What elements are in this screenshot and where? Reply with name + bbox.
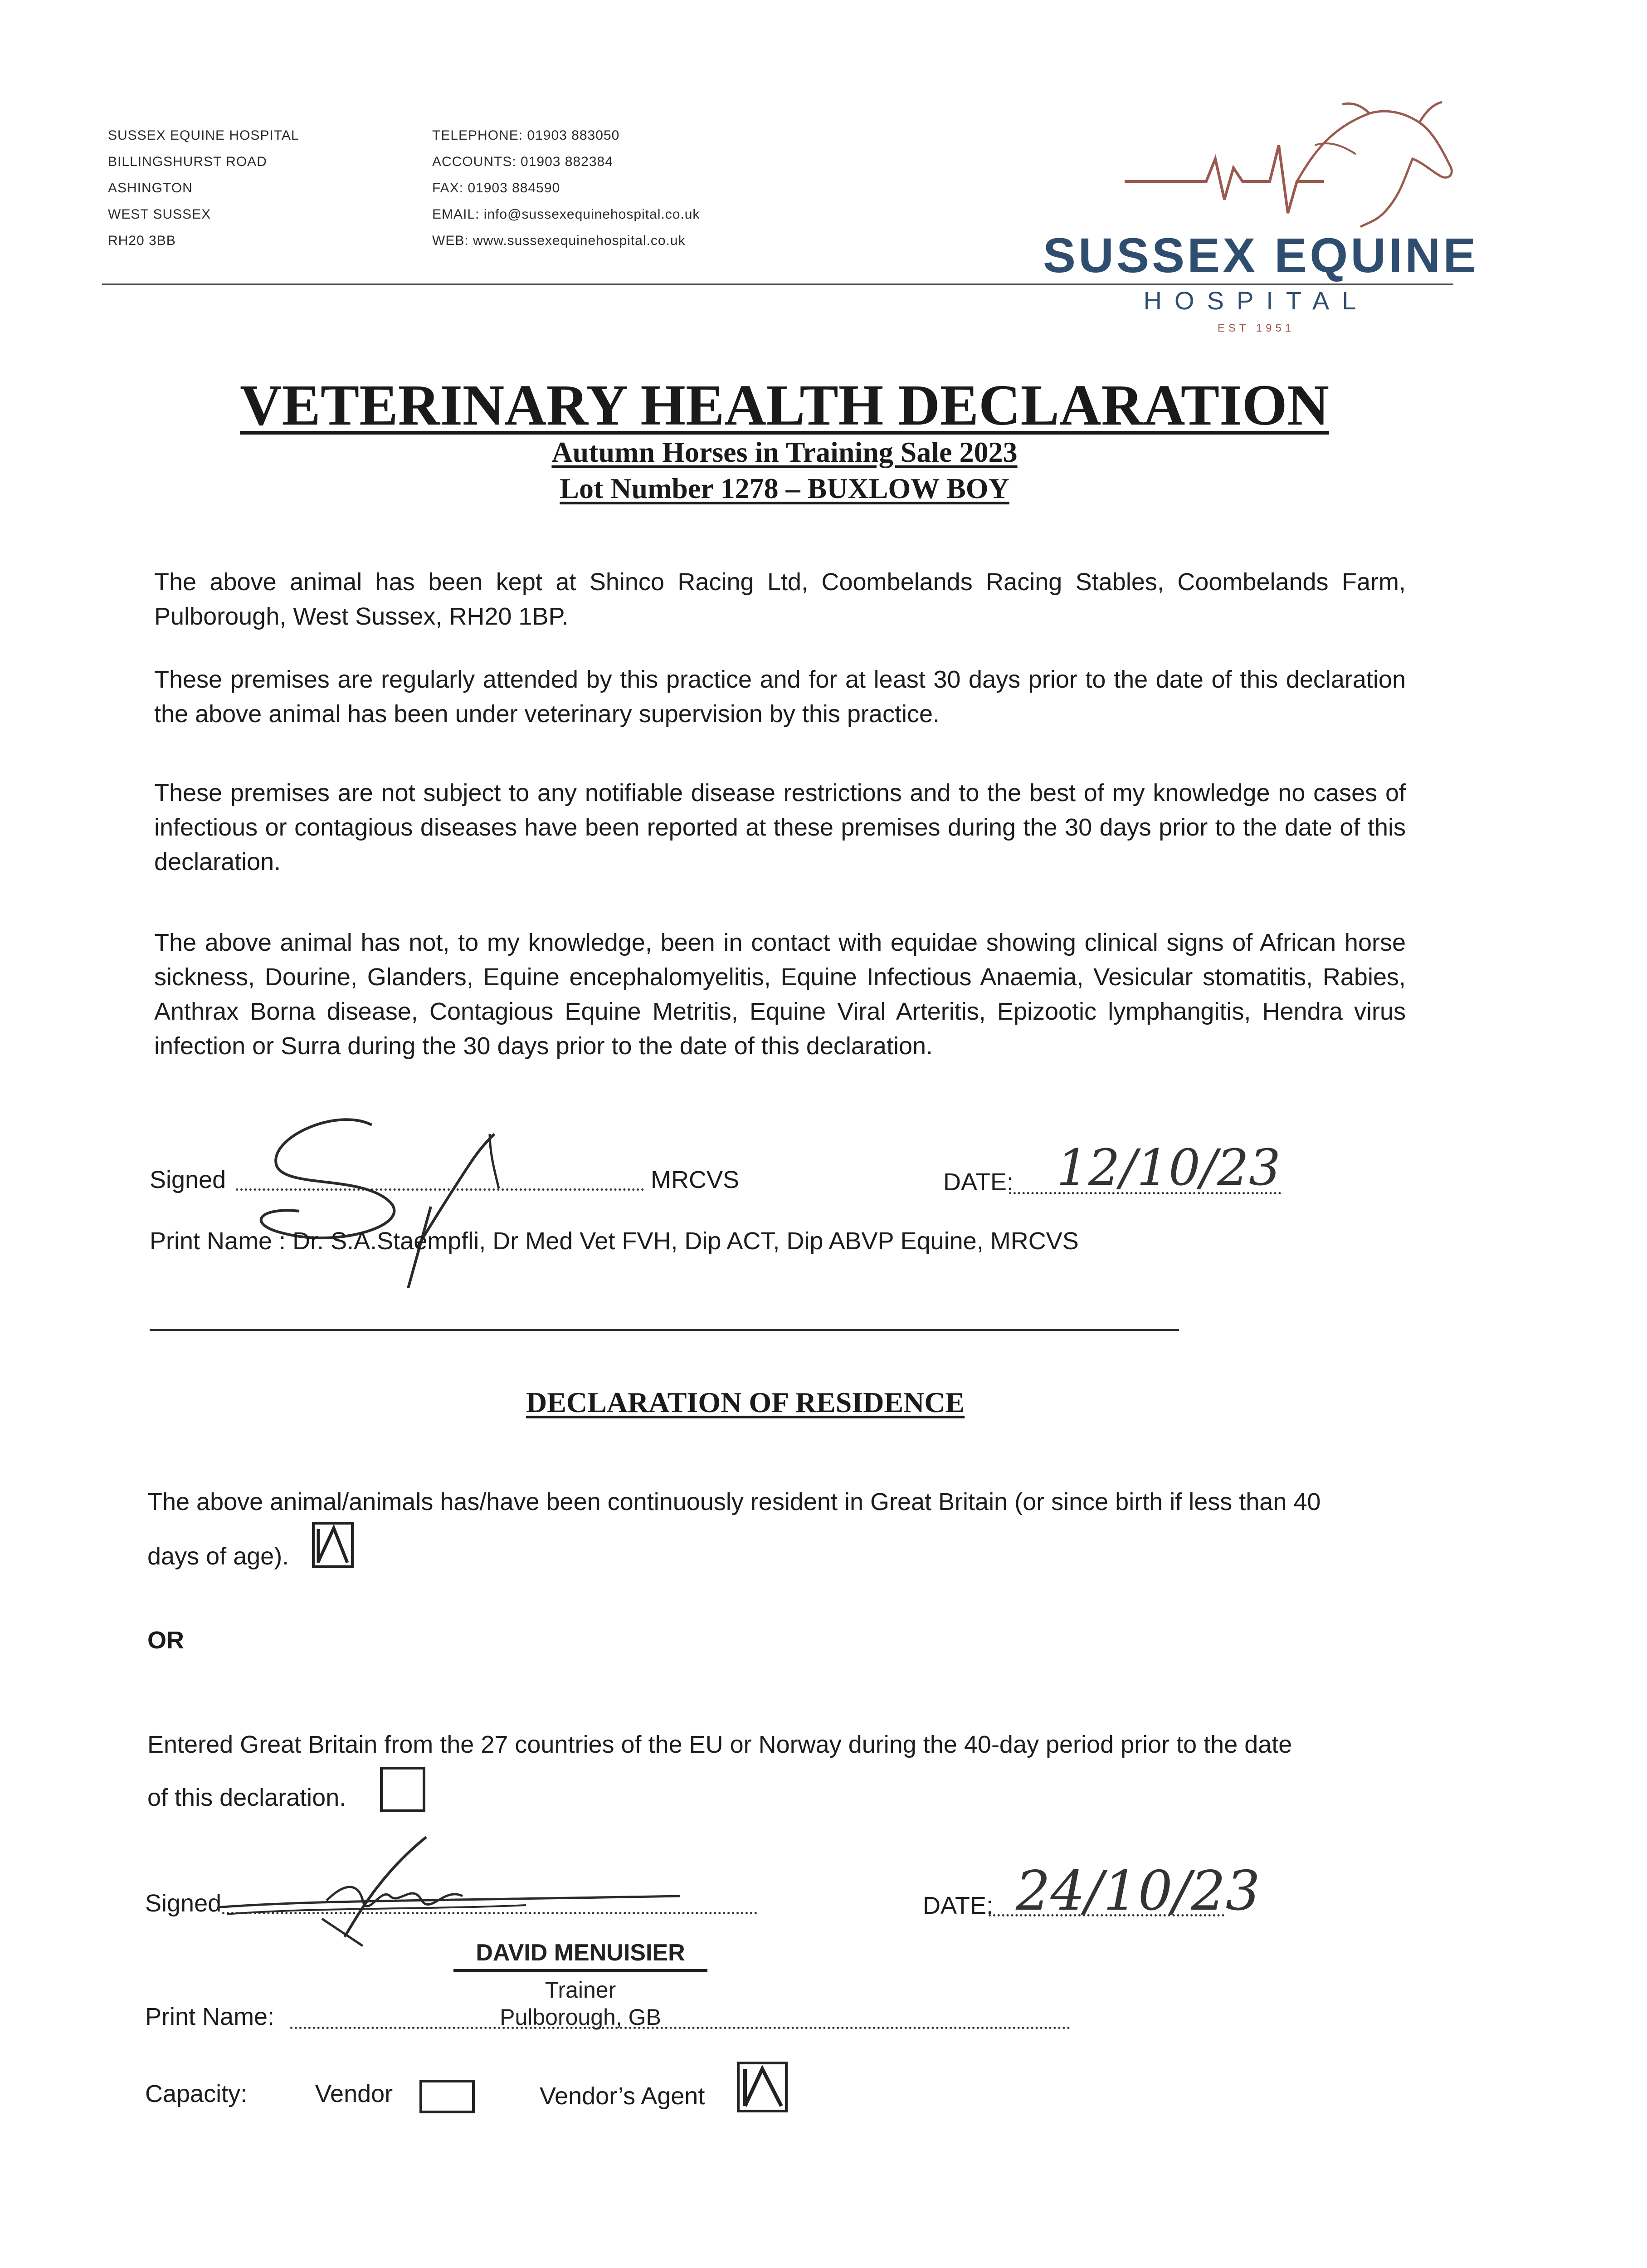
vet-date-value: 12/10/23: [1057, 1139, 1281, 1197]
vendor-checkbox[interactable]: [419, 2080, 475, 2113]
sale-name: Autumn Horses in Training Sale 2023: [551, 436, 1018, 468]
trainer-stamp: [453, 1939, 707, 2031]
contact-accounts: ACCOUNTS: 01903 882384: [432, 154, 613, 169]
address-line: ASHINGTON: [108, 181, 193, 196]
agent-date-label: DATE:: [923, 1892, 994, 1919]
capacity-label: Capacity:: [145, 2080, 248, 2107]
paragraph-supervision: These premises are regularly attended by this practice and for at least 30 days prior to the date of this declaration the above animal has been under veterinary supervision by this practice.: [154, 666, 1406, 728]
vet-signed-label: Signed: [150, 1166, 226, 1193]
or-label: OR: [147, 1627, 184, 1654]
address-line: BILLINGSHURST ROAD: [108, 154, 267, 169]
contact-fax: FAX: 01903 884590: [432, 181, 560, 196]
vet-mrcvs-label: MRCVS: [651, 1166, 740, 1193]
hospital-address-block: [108, 122, 299, 254]
logo-subtitle: HOSPITAL: [1143, 286, 1369, 315]
logo-established: EST 1951: [1217, 322, 1295, 334]
address-line: SUSSEX EQUINE HOSPITAL: [108, 128, 299, 143]
vet-print-name: Print Name : Dr. S.A.Staempfli, Dr Med Vet FVH, Dip ACT, Dip ABVP Equine, MRCVS: [150, 1227, 1079, 1255]
vet-signature: [218, 1098, 544, 1288]
header-divider: [102, 284, 1453, 285]
contact-telephone: TELEPHONE: 01903 883050: [432, 128, 620, 143]
eu-entry-checkbox[interactable]: [380, 1767, 425, 1812]
vendor-label: Vendor: [315, 2080, 393, 2107]
stamp-place: Pulborough, GB: [500, 2004, 661, 2030]
residence-option1-line1: The above animal/animals has/have been continuously resident in Great Britain (or since birth if less than 40: [147, 1488, 1321, 1515]
vendor-agent-label: Vendor’s Agent: [540, 2082, 705, 2110]
stamp-role: Trainer: [545, 1977, 616, 2003]
resident-checkbox[interactable]: [312, 1522, 354, 1568]
lot-number: Lot Number 1278 – BUXLOW BOY: [560, 472, 1009, 504]
hospital-logo: [1043, 95, 1479, 349]
contact-email: EMAIL: info@sussexequinehospital.co.uk: [432, 207, 700, 222]
residence-option2-line2: of this declaration.: [147, 1784, 346, 1811]
agent-signed-label: Signed: [145, 1890, 222, 1917]
hospital-contact-block: [432, 122, 700, 254]
checkmark-x-icon: [740, 2064, 785, 2110]
residence-option1-line2: days of age).: [147, 1543, 289, 1570]
vendor-agent-checkbox[interactable]: [737, 2062, 788, 2112]
paragraph-premises: The above animal has been kept at Shinco Racing Ltd, Coombelands Racing Stables, Coombelands Farm, Pulborough, West Sussex, RH20 1BP.: [154, 568, 1406, 630]
agent-date-value: 24/10/23: [1016, 1860, 1260, 1923]
checkmark-x-icon: [315, 1525, 351, 1565]
page-title: VETERINARY HEALTH DECLARATION: [240, 373, 1329, 437]
paragraph-contact: The above animal has not, to my knowledge, been in contact with equidae showing clinical signs of African horse sickness, Dourine, Glanders, Equine encephalomyelitis, Equine Infectious Anaemia, Vesicular stomatitis, Rabies, Anthrax Borna disease, Contagious Equine Metritis, Equine Viral Arteritis, Epizootic lymphangitis, Hendra virus infection or Surra during the 30 days prior to the date of this declaration.: [154, 929, 1406, 1060]
contact-web: WEB: www.sussexequinehospital.co.uk: [432, 233, 686, 248]
section-divider: [150, 1329, 1179, 1331]
print-name-label: Print Name:: [145, 2003, 275, 2030]
address-line: WEST SUSSEX: [108, 207, 211, 222]
paragraph-restrictions: These premises are not subject to any notifiable disease restrictions and to the best of my knowledge no cases of infectious or contagious diseases have been reported at these premises during the 30 days prior to the date of this declaration.: [154, 779, 1406, 875]
residence-heading: DECLARATION OF RESIDENCE: [526, 1386, 965, 1418]
address-line: RH20 3BB: [108, 233, 176, 248]
vet-date-label: DATE:: [943, 1168, 1014, 1196]
logo-name: SUSSEX EQUINE: [1043, 228, 1479, 283]
stamp-name: DAVID MENUISIER: [453, 1939, 707, 1972]
residence-option2-line1: Entered Great Britain from the 27 countries of the EU or Norway during the 40-day period prior to the date: [147, 1731, 1292, 1758]
print-name-line: [290, 2027, 1070, 2029]
